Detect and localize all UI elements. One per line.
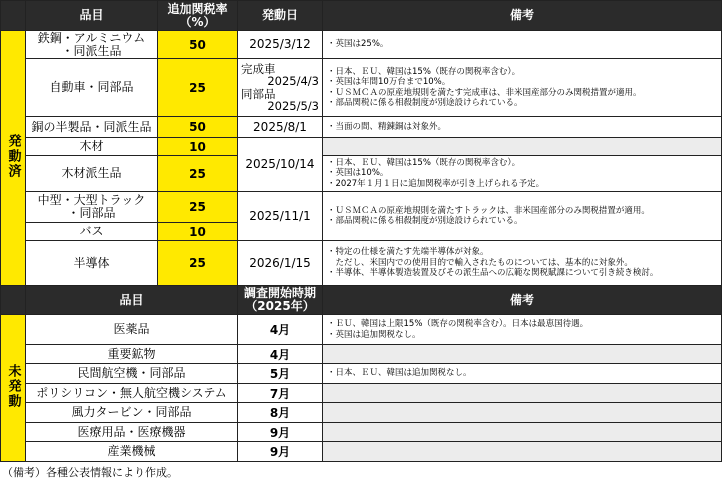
note-cell-empty: [323, 138, 722, 156]
header-rate: [158, 1, 238, 31]
header2-start: [238, 286, 323, 315]
note-cell: [323, 364, 722, 384]
date-label-parts: 同部品: [241, 86, 276, 101]
note-text: ・特定の仕様を満たす先端半導体が対象。 ただし、米国内での使用目的で輸入されたものについては、基本的に対象外。 ・半導体、半導体製造装置及びその派生品への広範な関税賦課について引き続き検討。: [327, 247, 659, 279]
note-cell-empty: [323, 345, 722, 364]
pending-header-row: [1, 286, 722, 315]
item-name: 鉄鋼・アルミニウム ・同派生品: [37, 30, 146, 58]
note-text: ・当面の間、精錬銅は対象外。: [327, 121, 447, 132]
rate-cell: 50: [158, 117, 238, 138]
note-cell-empty: [323, 423, 722, 442]
note-text: ・日本、ＥＵ、韓国は15%（既存の関税率含む）。 ・英国は10%。 ・2027年１月１日に追加関税率が引き上げられる予定。: [327, 157, 545, 189]
table-row: [1, 31, 722, 59]
item-cell: 民間航空機・同部品: [26, 364, 238, 384]
header-start-date: 発動日: [238, 1, 323, 31]
date-cell: 2025/8/1: [238, 117, 323, 138]
table-row: [1, 315, 722, 345]
note-text: ・英国は25%。: [327, 39, 389, 50]
note-cell: [323, 241, 722, 286]
item-cell: 医薬品: [26, 315, 238, 345]
date-cell: 2025/10/14: [238, 138, 323, 192]
section-label-enacted-text: 発動済: [5, 133, 21, 179]
note-cell-empty: [323, 384, 722, 403]
date-label-vehicle: 完成車: [241, 61, 276, 76]
item-cell: 銅の半製品・同派生品: [26, 117, 158, 138]
month-cell: 4月: [238, 345, 323, 364]
header2-corner: [1, 286, 26, 315]
table-row: [1, 403, 722, 423]
item-cell: 風力タービン・同部品: [26, 403, 238, 423]
header2-start-text: 調査開始時期 （2025年）: [243, 286, 316, 313]
item-cell: 半導体: [26, 241, 158, 286]
date-value-vehicle: 2025/4/3: [267, 74, 319, 88]
note-cell-empty: [323, 442, 722, 462]
table-row: [1, 345, 722, 364]
rate-cell: 25: [158, 241, 238, 286]
header-note: 備考: [323, 1, 722, 31]
item-cell: [26, 31, 158, 59]
header-item: 品目: [26, 1, 158, 31]
item-cell: 産業機械: [26, 442, 238, 462]
month-cell: 7月: [238, 384, 323, 403]
item-cell: 木材: [26, 138, 158, 156]
date-cell: 2025/3/12: [238, 31, 323, 59]
section-label-enacted: [1, 31, 26, 286]
rate-cell: 25: [158, 59, 238, 117]
rate-cell: 50: [158, 31, 238, 59]
header-corner: [1, 1, 26, 31]
table-row: [1, 442, 722, 462]
note-cell-empty: [323, 403, 722, 423]
table-row: [1, 156, 722, 192]
month-cell: 9月: [238, 423, 323, 442]
section-label-pending: [1, 315, 26, 462]
item-name: 中型・大型トラック ・同部品: [37, 193, 146, 220]
note-text: ・ＥＵ、韓国は上限15%（既存の関税率含む）。日本は最恵国待遇。 ・英国は追加関税なし。: [327, 319, 589, 340]
note-cell: [323, 156, 722, 192]
header2-note: 備考: [323, 286, 722, 315]
table-row: [1, 117, 722, 138]
rate-cell: 10: [158, 223, 238, 241]
note-cell: [323, 31, 722, 59]
item-cell: 重要鉱物: [26, 345, 238, 364]
item-cell: 自動車・同部品: [26, 59, 158, 117]
month-cell: 9月: [238, 442, 323, 462]
table-row: [1, 384, 722, 403]
month-cell: 5月: [238, 364, 323, 384]
header2-item: 品目: [26, 286, 238, 315]
table-row: [1, 364, 722, 384]
date-value-parts: 2025/5/3: [267, 99, 319, 113]
date-cell: [238, 59, 323, 117]
enacted-header-row: [1, 1, 722, 31]
date-cell: 2025/11/1: [238, 192, 323, 241]
table-row: [1, 192, 722, 223]
section-label-pending-text: 未発動: [5, 363, 21, 409]
note-cell: [323, 192, 722, 241]
rate-cell: 25: [158, 192, 238, 223]
note-text: ・日本、ＥＵ、韓国は追加関税なし。: [327, 368, 472, 379]
footnote: （備考）各種公表情報により作成。: [2, 466, 178, 479]
note-text: ・ＵＳＭＣＡの原産地規則を満たすトラックは、非米国産部分のみ関税措置が適用。 ・部品関税に係る相殺制度が別途設けられている。: [327, 205, 650, 226]
note-cell: [323, 117, 722, 138]
rate-cell: 25: [158, 156, 238, 192]
note-cell: [323, 59, 722, 117]
item-cell: バス: [26, 223, 158, 241]
note-cell: [323, 315, 722, 345]
rate-cell: 10: [158, 138, 238, 156]
table-row: [1, 241, 722, 286]
item-cell: ポリシリコン・無人航空機システム: [26, 384, 238, 403]
table-row: [1, 138, 722, 156]
date-cell: 2026/1/15: [238, 241, 323, 286]
item-cell: 木材派生品: [26, 156, 158, 192]
table-row: [1, 423, 722, 442]
table-row: [1, 59, 722, 117]
header-rate-text: 追加関税率 （%）: [167, 1, 228, 29]
note-text: ・日本、ＥＵ、韓国は15%（既存の関税率含む）。 ・英国は年間10万台まで10%。 ・ＵＳＭＣＡの原産地規則を満たす完成車は、非米国産部分のみ関税措置が適用。 ・部品関税に係る相殺制度が別途設けられている。: [327, 66, 642, 108]
item-cell: 医療用品・医療機器: [26, 423, 238, 442]
month-cell: 4月: [238, 315, 323, 345]
month-cell: 8月: [238, 403, 323, 423]
item-cell: [26, 192, 158, 223]
